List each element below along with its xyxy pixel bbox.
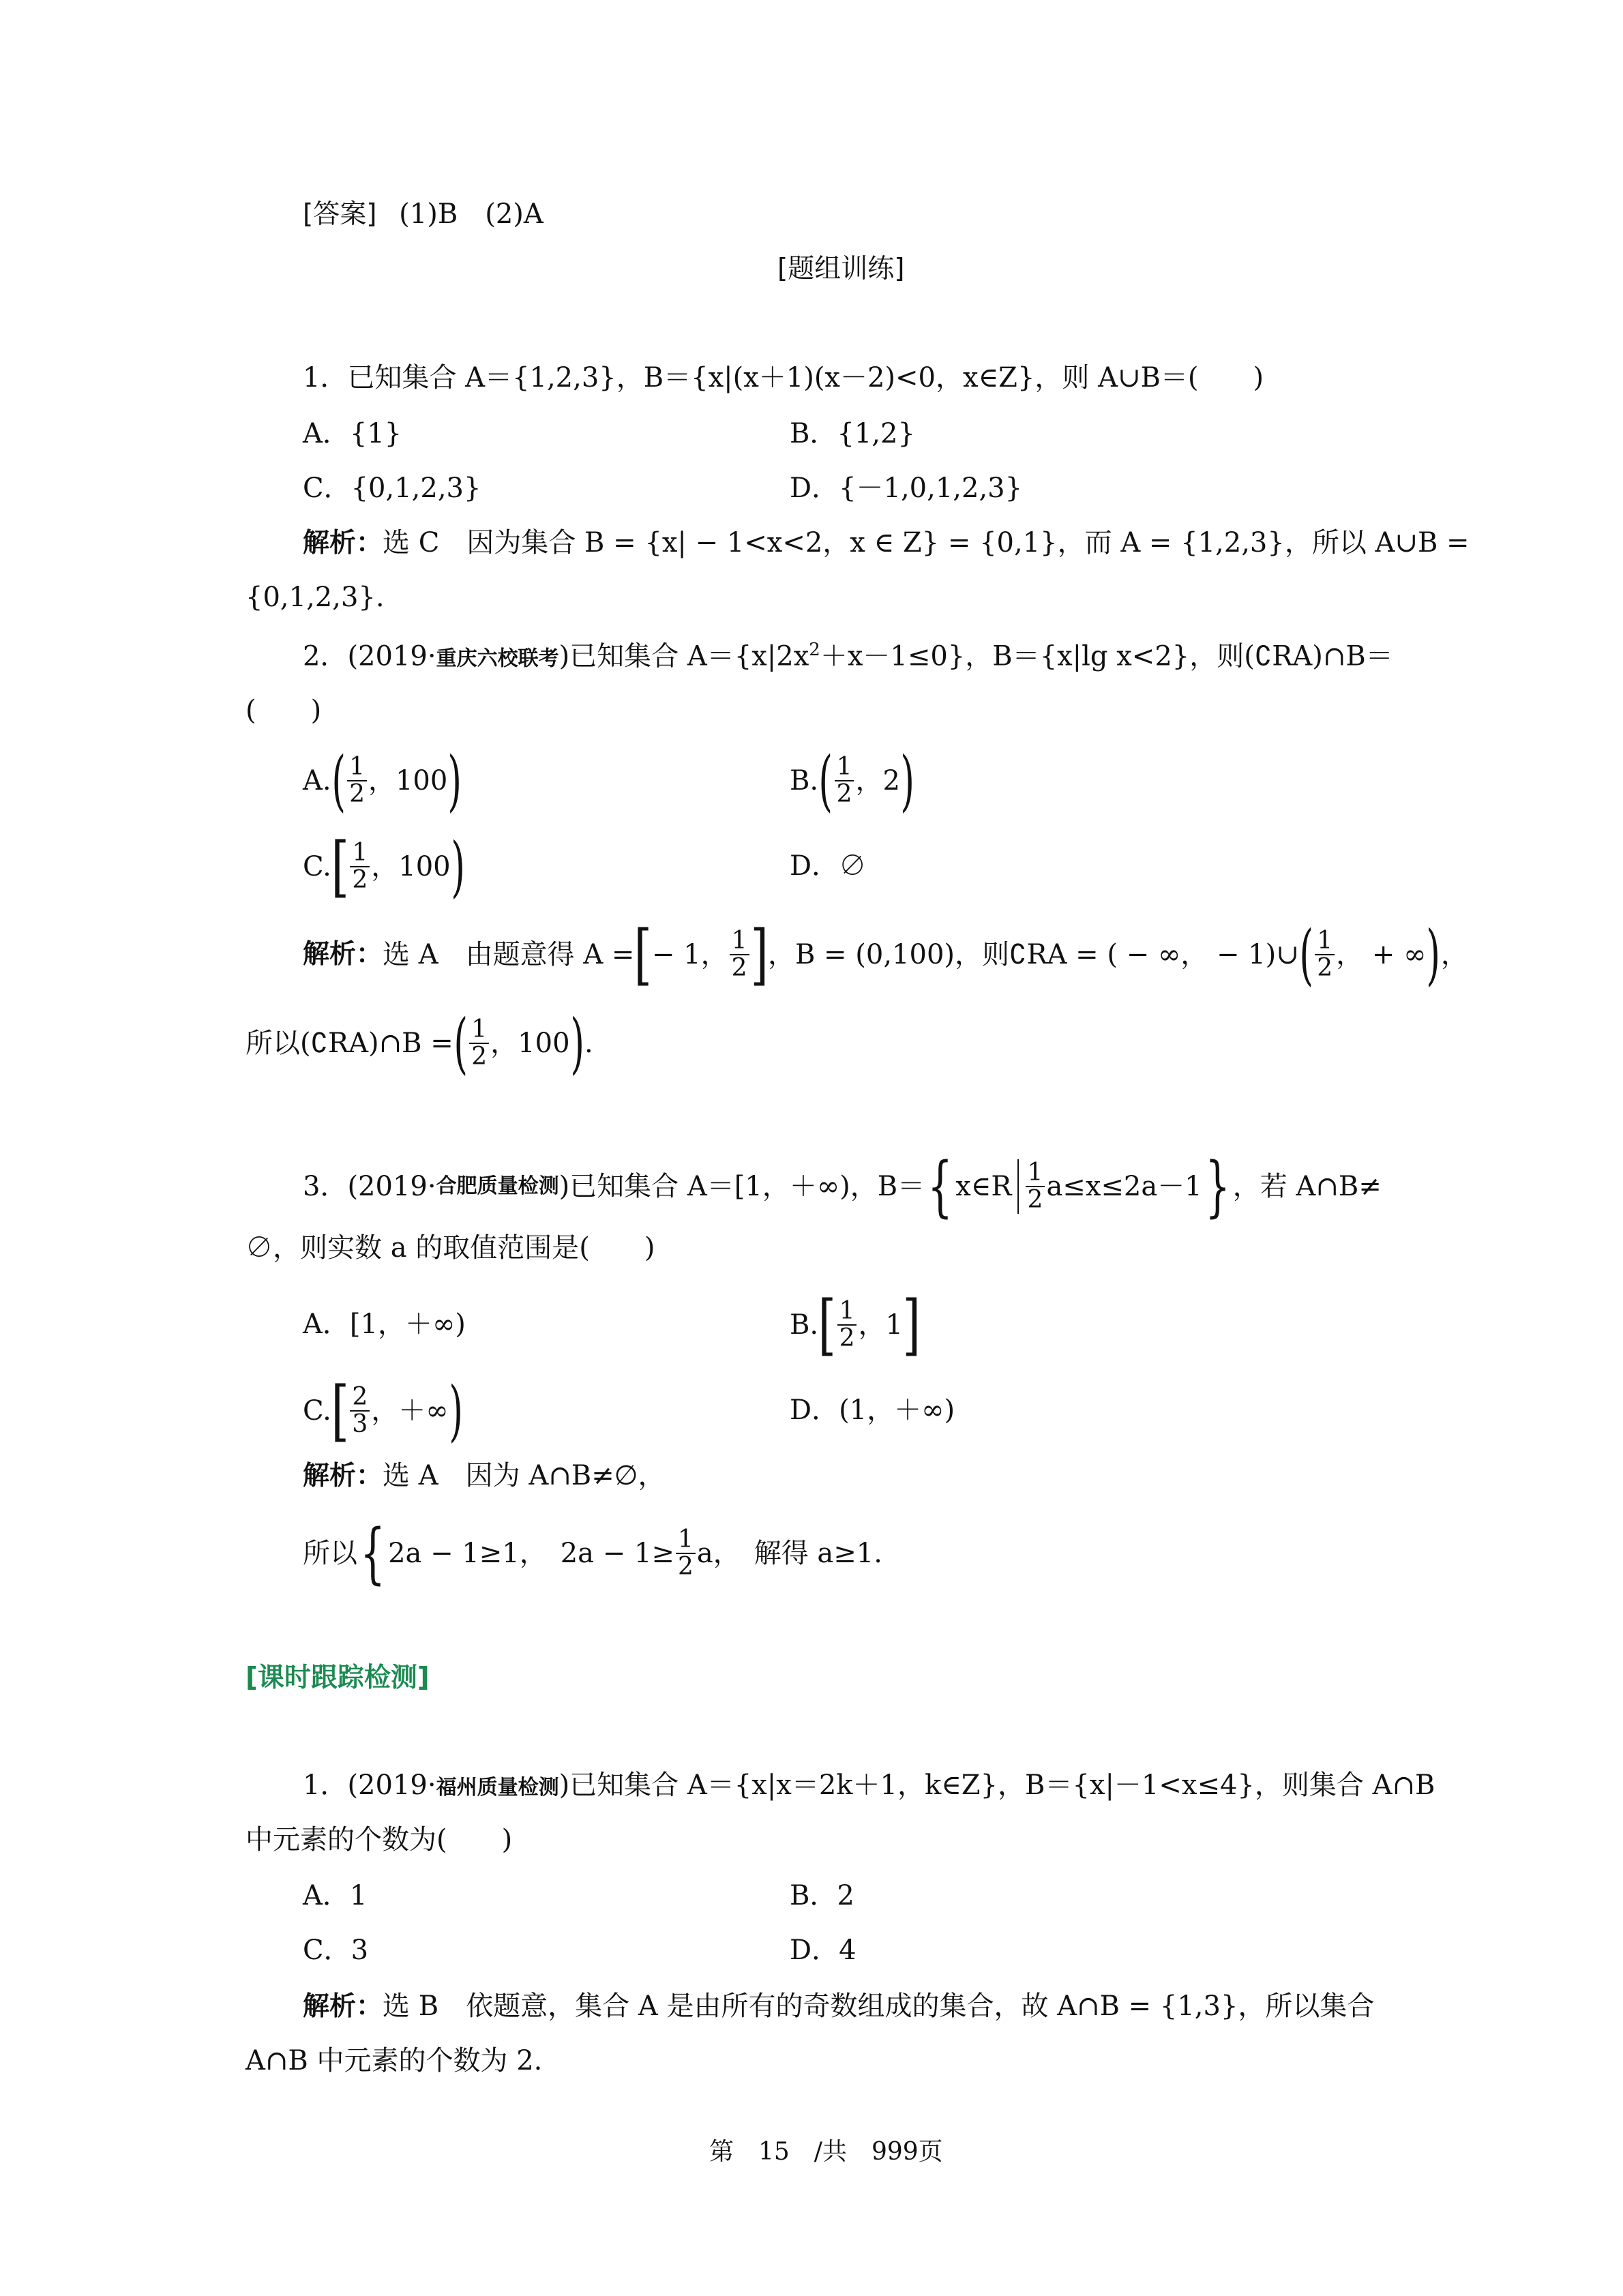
q2-text-sup: 2 <box>809 640 820 660</box>
q2-option-a <box>303 743 462 818</box>
q2-option-a-label: A. <box>303 765 331 796</box>
q2-option-d: D．∅ <box>790 850 867 882</box>
numerator: 2 <box>350 1384 370 1412</box>
q1-analysis-line2: {0,1,2,3}. <box>245 582 385 613</box>
q2-analysis2-a: 所以(∁RA)∩B = <box>245 1028 453 1059</box>
fraction <box>350 1384 370 1437</box>
t1-analysis-line2: A∩B 中元素的个数为 2. <box>245 2045 543 2076</box>
q2-analysis-line2 <box>245 1002 593 1084</box>
q2-option-c-rest: ，100 <box>371 851 451 882</box>
q3-source: 合肥质量检测 <box>436 1174 559 1198</box>
left-paren: ( <box>1299 916 1313 993</box>
numerator: 1 <box>350 840 370 867</box>
left-brace: { <box>360 1515 385 1592</box>
q2-option-c-label: C. <box>303 851 331 882</box>
left-bracket: [ <box>634 916 653 993</box>
numerator: 1 <box>469 1017 489 1044</box>
left-bracket: [ <box>818 1287 836 1363</box>
fraction <box>347 754 367 807</box>
numerator: 1 <box>730 928 749 955</box>
q3-option-b-label: B. <box>790 1309 819 1341</box>
q2-text-rest: ＋x－1≤0}，B＝{x|lg x<2}，则(∁RA)∩B＝ <box>820 640 1393 672</box>
fraction <box>835 754 854 807</box>
q3-analysis-line2 <box>303 1512 882 1594</box>
q2-option-a-rest: ，100 <box>368 765 448 796</box>
q2-text: )已知集合 A＝{x|2x <box>559 640 809 672</box>
q3-stem <box>303 1146 1382 1227</box>
t1-analysis-label: 解析： <box>303 1991 383 2022</box>
page-footer: 第 15 /共 999页 <box>709 2138 943 2166</box>
fraction <box>1026 1160 1045 1213</box>
q3-text-b: ，若 A∩B≠ <box>1232 1171 1382 1202</box>
t1-analysis <box>303 1990 1374 2023</box>
q3-text-a: )已知集合 A＝[1，＋∞)，B＝ <box>559 1171 925 1202</box>
left-bracket: [ <box>331 1373 349 1449</box>
numerator: 1 <box>837 1298 857 1326</box>
q2-source: 重庆六校联考 <box>436 646 559 671</box>
q3-analysis-label: 解析： <box>303 1461 383 1491</box>
answer-text: (1)B (2)A <box>399 198 544 230</box>
left-paren: ( <box>818 743 833 819</box>
t1-option-a: A．1 <box>303 1880 368 1911</box>
q1-analysis-label: 解析： <box>303 528 383 558</box>
numerator: 1 <box>1315 928 1335 955</box>
right-paren: ) <box>569 1005 584 1082</box>
fraction <box>469 1017 489 1070</box>
q3-option-c-label: C. <box>303 1395 331 1427</box>
right-paren: ) <box>451 829 465 905</box>
q3-option-a: A．[1，＋∞) <box>303 1309 466 1340</box>
q1-analysis-line1: 选 C 因为集合 B = {x| − 1<x<2，x ∈ Z} = {0,1}，而 A = {1,2,3}，所以 A∪B = <box>383 527 1470 558</box>
q2-option-b-label: B. <box>790 765 819 796</box>
left-paren: ( <box>453 1005 468 1082</box>
q2-analysis-label: 解析： <box>303 938 383 970</box>
fraction <box>676 1527 696 1580</box>
fraction <box>350 840 370 893</box>
right-paren: ) <box>449 1373 463 1449</box>
denominator: 3 <box>352 1410 368 1438</box>
numerator: 1 <box>347 754 367 781</box>
denominator: 2 <box>731 954 747 982</box>
q1-option-c: C．{0,1,2,3} <box>303 473 481 504</box>
denominator: 2 <box>352 866 368 894</box>
left-brace: { <box>927 1148 953 1225</box>
q1-stem: 1．已知集合 A＝{1,2,3}，B＝{x|(x＋1)(x－2)<0，x∈Z}，则 A∪B＝( ) <box>303 362 1264 393</box>
q2-analysis-e: ， <box>1440 939 1468 970</box>
q3-option-c <box>303 1373 463 1448</box>
q2-analysis2-b: ，100 <box>490 1028 570 1059</box>
q3-analysis2-a: 所以 <box>303 1538 357 1569</box>
right-paren: ) <box>900 743 914 819</box>
fraction <box>730 928 749 981</box>
q2-option-c <box>303 829 465 904</box>
q2-analysis2-c: . <box>584 1028 593 1059</box>
t1-option-c: C．3 <box>303 1935 369 1966</box>
t1-option-b: B．2 <box>790 1880 854 1911</box>
right-bracket: ] <box>750 916 769 993</box>
t1-stem-line2: 中元素的个数为( ) <box>245 1824 513 1855</box>
right-bracket: ] <box>902 1287 921 1363</box>
numerator: 1 <box>835 754 854 781</box>
q3-option-b-rest: ，1 <box>858 1309 903 1341</box>
answer-line <box>303 198 544 231</box>
t1-text: )已知集合 A＝{x|x＝2k＋1，k∈Z}，B＝{x|－1<x≤4}，则集合 A∩B <box>559 1770 1435 1801</box>
left-bracket: [ <box>331 829 349 905</box>
denominator: 2 <box>471 1043 488 1071</box>
q2-prefix: 2．(2019· <box>303 640 436 672</box>
q3-set-left: x∈R <box>955 1171 1012 1202</box>
q1-option-a: A．{1} <box>303 418 402 449</box>
section-title: [课时跟踪检测] <box>245 1663 430 1693</box>
q3-option-b <box>790 1287 920 1362</box>
denominator: 2 <box>677 1553 694 1581</box>
q2-analysis-c: ，B = (0,100)，则∁RA = ( − ∞， − 1)∪ <box>767 939 1299 970</box>
q2-option-b-rest: ，2 <box>855 765 900 796</box>
denominator: 2 <box>839 1324 855 1352</box>
q2-analysis <box>303 914 1468 996</box>
answer-label: [答案] <box>303 199 377 230</box>
q1-option-d: D．{－1,0,1,2,3} <box>790 473 1023 504</box>
q3-prefix: 3．(2019· <box>303 1171 436 1202</box>
q3-analysis2-c: a， 解得 a≥1. <box>696 1538 882 1569</box>
t1-analysis-line1: 选 B 依题意，集合 A 是由所有的奇数组成的集合，故 A∩B = {1,3}，所以集合 <box>383 1991 1375 2022</box>
t1-source: 福州质量检测 <box>436 1776 559 1800</box>
denominator: 2 <box>1027 1186 1043 1214</box>
q2-stem <box>303 640 1393 672</box>
q2-analysis-a: 选 A 由题意得 A = <box>383 939 635 970</box>
q2-stem-line2: ( ) <box>245 695 322 726</box>
numerator: 1 <box>676 1527 696 1554</box>
q3-stem-line2: ∅，则实数 a 的取值范围是( ) <box>245 1232 655 1264</box>
fraction <box>1315 928 1335 981</box>
q2-option-b <box>790 743 914 818</box>
group-title: [题组训练] <box>777 254 905 284</box>
left-paren: ( <box>331 743 346 819</box>
q3-analysis <box>303 1459 666 1493</box>
denominator: 2 <box>836 780 852 808</box>
right-paren: ) <box>447 743 462 819</box>
q3-analysis2-b: 2a − 1≥1， 2a − 1≥ <box>388 1538 674 1569</box>
t1-option-d: D．4 <box>790 1935 857 1966</box>
right-brace: } <box>1204 1148 1230 1225</box>
fraction <box>837 1298 857 1352</box>
q3-set-right: a≤x≤2a－1 <box>1046 1171 1202 1202</box>
numerator: 1 <box>1026 1160 1045 1187</box>
set-divider <box>1017 1159 1019 1214</box>
t1-prefix: 1．(2019· <box>303 1770 436 1801</box>
right-paren: ) <box>1426 916 1441 993</box>
denominator: 2 <box>1317 954 1333 982</box>
q3-analysis-line1: 选 A 因为 A∩B≠∅， <box>383 1460 666 1491</box>
q3-option-c-rest: ，＋∞ <box>371 1395 449 1427</box>
denominator: 2 <box>349 780 365 808</box>
q2-analysis-d: ， + ∞ <box>1336 939 1427 970</box>
q1-option-b: B．{1,2} <box>790 418 915 449</box>
q1-analysis <box>303 526 1470 560</box>
q3-option-d: D．(1，＋∞) <box>790 1395 955 1426</box>
t1-stem <box>303 1769 1435 1802</box>
q2-analysis-b: − 1， <box>651 939 728 970</box>
